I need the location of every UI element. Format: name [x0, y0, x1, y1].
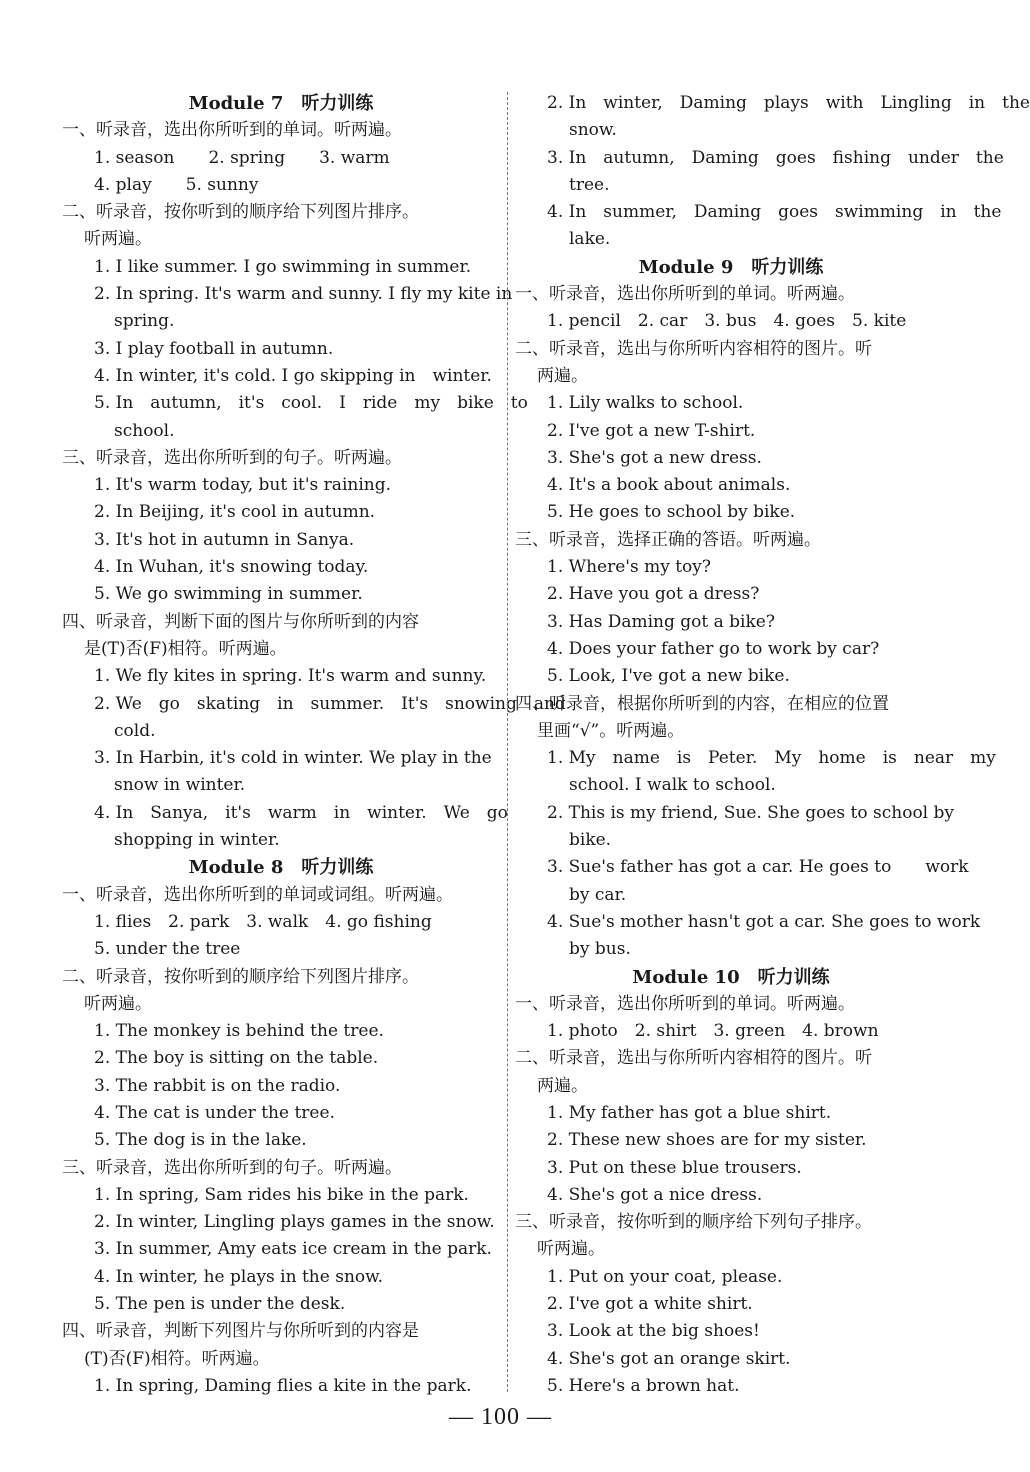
listening-item: 2. These new shoes are for my sister.	[547, 1130, 867, 1151]
section-instruction: 四、听录音，根据你所听到的内容，在相应的位置	[515, 693, 889, 714]
listening-item: 4. In summer, Daming goes swimming in the	[547, 202, 1002, 223]
listening-item: 2. I've got a white shirt.	[547, 1294, 753, 1315]
section-instruction: 四、听录音，判断下列图片与你所听到的内容是	[62, 1321, 419, 1342]
listening-item: 2. In winter, Lingling plays games in the snow.	[94, 1212, 495, 1233]
module-heading: Module 10 听力训练	[632, 966, 830, 988]
listening-item: 2. In winter, Daming plays with Lingling in the	[547, 93, 1030, 113]
listening-item: 2. This is my friend, Sue. She goes to school by	[547, 802, 955, 823]
listening-item: 1. pencil 2. car 3. bus 4. goes 5. kite	[547, 311, 907, 332]
section-instruction: 三、听录音，选择正确的答语。听两遍。	[515, 529, 821, 550]
listening-item-continued: school. I walk to school.	[569, 775, 776, 796]
listening-item: 1. Put on your coat, please.	[547, 1266, 783, 1287]
left-column	[62, 90, 566, 1400]
listening-item: 4. play 5. sunny	[94, 174, 259, 195]
section-instruction: 三、听录音，选出你所听到的句子。听两遍。	[62, 1157, 402, 1178]
section-instruction: 三、听录音，按你听到的顺序给下列句子排序。	[515, 1212, 872, 1233]
listening-item: 4. Does your father go to work by car?	[547, 638, 880, 659]
listening-item: 1. In spring, Daming flies a kite in the park.	[94, 1375, 472, 1396]
column-divider	[507, 92, 508, 1392]
listening-item: 4. The cat is under the tree.	[94, 1102, 335, 1123]
listening-item: 4. In winter, he plays in the snow.	[94, 1266, 384, 1287]
listening-item: 3. Has Daming got a bike?	[547, 611, 775, 632]
section-instruction-continued: 是(T)否(F)相符。听两遍。	[84, 638, 287, 659]
listening-item-continued: by bus.	[569, 939, 631, 960]
section-instruction: 二、听录音，选出与你所听内容相符的图片。听	[515, 338, 872, 359]
module-heading: Module 8 听力训练	[188, 857, 374, 879]
listening-item: 4. She's got a nice dress.	[547, 1184, 763, 1205]
listening-item-continued: by car.	[569, 884, 627, 905]
section-instruction: 二、听录音，选出与你所听内容相符的图片。听	[515, 1048, 872, 1069]
listening-item-continued: snow.	[569, 120, 617, 141]
listening-item: 1. The monkey is behind the tree.	[94, 1021, 384, 1042]
module-heading: Module 9 听力训练	[638, 256, 824, 278]
listening-item: 1. My name is Peter. My home is near my	[547, 748, 996, 769]
listening-item: 3. In summer, Amy eats ice cream in the park.	[94, 1239, 492, 1260]
listening-item: 1. Lily walks to school.	[547, 393, 744, 414]
listening-item: 5. The dog is in the lake.	[94, 1130, 307, 1151]
section-instruction: 三、听录音，选出你所听到的句子。听两遍。	[62, 447, 402, 468]
listening-item: 4. She's got an orange skirt.	[547, 1348, 791, 1369]
module-heading: Module 7 听力训练	[188, 93, 374, 114]
listening-item: 2. In spring. It's warm and sunny. I fly my kite in	[94, 284, 513, 305]
listening-item: 2. In Beijing, it's cool in autumn.	[94, 502, 376, 523]
section-instruction: 一、听录音，选出你所听到的单词。听两遍。	[515, 284, 855, 305]
listening-item: 2. I've got a new T-shirt.	[547, 420, 756, 441]
listening-item: 1. season 2. spring 3. warm	[94, 147, 390, 168]
listening-item: 1. flies 2. park 3. walk 4. go fishing	[94, 911, 432, 932]
section-instruction-continued: 听两遍。	[84, 993, 152, 1014]
listening-item: 5. Here's a brown hat.	[547, 1375, 740, 1396]
listening-item: 2. We go skating in summer. It's snowing and	[94, 693, 566, 714]
listening-item-continued: school.	[114, 420, 175, 441]
listening-item: 4. In Wuhan, it's snowing today.	[94, 557, 369, 578]
listening-item: 1. In spring, Sam rides his bike in the park.	[94, 1184, 469, 1205]
section-instruction: 一、听录音，选出你所听到的单词或词组。听两遍。	[62, 884, 453, 905]
listening-item: 4. In winter, it's cold. I go skipping in winter.	[94, 365, 492, 386]
listening-item: 5. We go swimming in summer.	[94, 584, 363, 605]
listening-item: 1. I like summer. I go swimming in summer.	[94, 256, 472, 277]
listening-item-continued: spring.	[114, 311, 175, 332]
listening-item-continued: cold.	[114, 720, 156, 741]
listening-item: 3. Sue's father has got a car. He goes to work	[547, 857, 969, 878]
listening-item-continued: snow in winter.	[114, 775, 246, 796]
listening-item: 1. My father has got a blue shirt.	[547, 1102, 832, 1123]
listening-item: 2. The boy is sitting on the table.	[94, 1048, 379, 1069]
listening-item: 4. Sue's mother hasn't got a car. She goes to work	[547, 911, 981, 932]
section-instruction-continued: 听两遍。	[84, 229, 152, 250]
listening-item: 4. It's a book about animals.	[547, 475, 791, 496]
section-instruction: 一、听录音，选出你所听到的单词。听两遍。	[62, 120, 402, 141]
listening-item: 1. It's warm today, but it's raining.	[94, 475, 392, 496]
listening-item: 5. He goes to school by bike.	[547, 502, 796, 523]
listening-item: 5. In autumn, it's cool. I ride my bike to	[94, 393, 528, 414]
listening-item-continued: lake.	[569, 229, 611, 250]
listening-item: 3. Put on these blue trousers.	[547, 1157, 802, 1178]
listening-item: 1. Where's my toy?	[547, 557, 712, 578]
listening-item: 3. She's got a new dress.	[547, 447, 762, 468]
listening-item-continued: tree.	[569, 174, 610, 195]
section-instruction-continued: 两遍。	[537, 1075, 588, 1096]
section-instruction: 四、听录音，判断下面的图片与你所听到的内容	[62, 611, 419, 632]
listening-item: 3. In autumn, Daming goes fishing under the	[547, 147, 1004, 168]
listening-item-continued: shopping in winter.	[114, 830, 280, 851]
listening-item: 2. Have you got a dress?	[547, 584, 760, 605]
listening-item-continued: bike.	[569, 830, 612, 851]
section-instruction: 二、听录音，按你听到的顺序给下列图片排序。	[62, 966, 419, 987]
section-instruction-continued: 里画“√”。听两遍。	[537, 720, 685, 741]
section-instruction: 一、听录音，选出你所听到的单词。听两遍。	[515, 993, 855, 1014]
right-column	[515, 90, 1030, 1400]
listening-item: 1. We fly kites in spring. It's warm and sunny.	[94, 666, 487, 687]
listening-item: 3. It's hot in autumn in Sanya.	[94, 529, 355, 550]
listening-item: 1. photo 2. shirt 3. green 4. brown	[547, 1021, 879, 1042]
listening-item: 3. In Harbin, it's cold in winter. We play in the	[94, 748, 492, 769]
listening-item: 3. I play football in autumn.	[94, 338, 334, 359]
listening-item: 5. The pen is under the desk.	[94, 1294, 346, 1315]
section-instruction-continued: (T)否(F)相符。听两遍。	[84, 1348, 270, 1369]
section-instruction-continued: 听两遍。	[537, 1239, 605, 1260]
page-number: — 100 —	[449, 1404, 552, 1430]
listening-item: 3. Look at the big shoes!	[547, 1321, 760, 1342]
listening-item: 5. under the tree	[94, 939, 241, 960]
section-instruction: 二、听录音，按你听到的顺序给下列图片排序。	[62, 202, 419, 223]
section-instruction-continued: 两遍。	[537, 365, 588, 386]
listening-item: 5. Look, I've got a new bike.	[547, 666, 790, 687]
listening-item: 4. In Sanya, it's warm in winter. We go	[94, 802, 508, 823]
listening-item: 3. The rabbit is on the radio.	[94, 1075, 341, 1096]
